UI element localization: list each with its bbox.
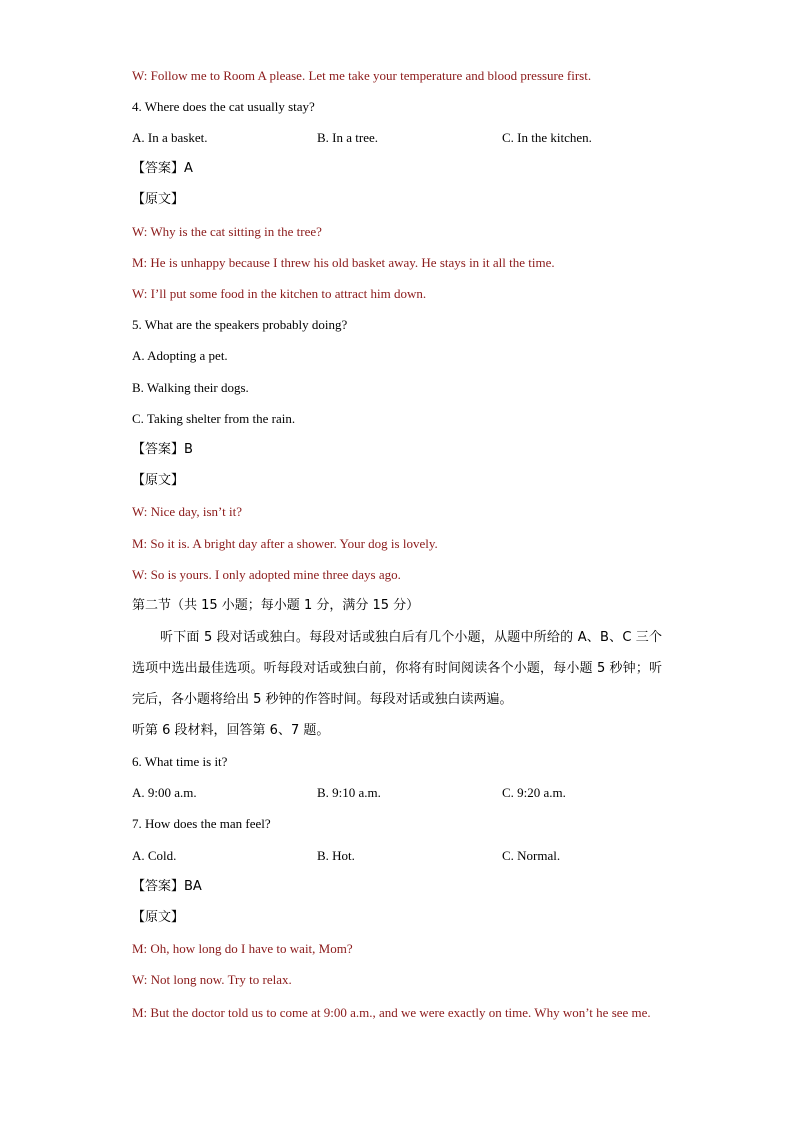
transcript-label: 【原文】: [132, 473, 185, 488]
option-a: A. Cold.: [132, 848, 177, 863]
option-c: C. Normal.: [502, 848, 561, 863]
answer-label: 【答案】B: [132, 442, 193, 457]
transcript-label: 【原文】: [132, 192, 185, 207]
question-7: 7. How does the man feel?: [132, 816, 271, 831]
section-heading: 第二节（共 15 小题；每小题 1 分，满分 15 分）: [132, 598, 420, 613]
option-c: C. Taking shelter from the rain.: [132, 411, 296, 426]
transcript-line: W: So is yours. I only adopted mine three days ago.: [132, 567, 401, 582]
transcript-line: M: So it is. A bright day after a shower. Your dog is lovely.: [132, 536, 438, 551]
transcript-line: M: He is unhappy because I threw his old basket away. He stays in it all the time.: [132, 255, 555, 270]
answer-label: 【答案】BA: [132, 879, 202, 894]
question-6: 6. What time is it?: [132, 754, 228, 769]
option-a: A. In a basket.: [132, 130, 208, 145]
option-c: C. 9:20 a.m.: [502, 785, 566, 800]
transcript-line: M: But the doctor told us to come at 9:00 a.m., and we were exactly on time. Why won’t he see me.: [132, 1005, 651, 1020]
transcript-line: W: Not long now. Try to relax.: [132, 972, 292, 987]
section-instructions: 听下面 5 段对话或独白。每段对话或独白后有几个小题，从题中所给的 A、B、C 三个选项中选出最佳选项。听每段对话或独白前，你将有时间阅读各个小题，每小题 5 秒钟；听完后，各小题将给出 5 秒钟的作答时间。每段对话或独白读两遍。: [132, 630, 662, 707]
question-5: 5. What are the speakers probably doing?: [132, 317, 348, 332]
material-label: 听第 6 段材料，回答第 6、7 题。: [132, 723, 330, 738]
option-b: B. In a tree.: [317, 130, 379, 145]
option-b: B. Walking their dogs.: [132, 380, 249, 395]
transcript-label: 【原文】: [132, 910, 185, 925]
question-4: 4. Where does the cat usually stay?: [132, 99, 315, 114]
transcript-line: W: I’ll put some food in the kitchen to attract him down.: [132, 286, 427, 301]
option-a: A. 9:00 a.m.: [132, 785, 197, 800]
option-b: B. Hot.: [317, 848, 355, 863]
option-a: A. Adopting a pet.: [132, 348, 228, 363]
option-b: B. 9:10 a.m.: [317, 785, 381, 800]
transcript-line: W: Why is the cat sitting in the tree?: [132, 224, 322, 239]
option-c: C. In the kitchen.: [502, 130, 592, 145]
transcript-line: W: Nice day, isn’t it?: [132, 504, 242, 519]
answer-label: 【答案】A: [132, 161, 193, 176]
transcript-line: W: Follow me to Room A please. Let me take your temperature and blood pressure first.: [132, 68, 592, 83]
transcript-line: M: Oh, how long do I have to wait, Mom?: [132, 941, 353, 956]
